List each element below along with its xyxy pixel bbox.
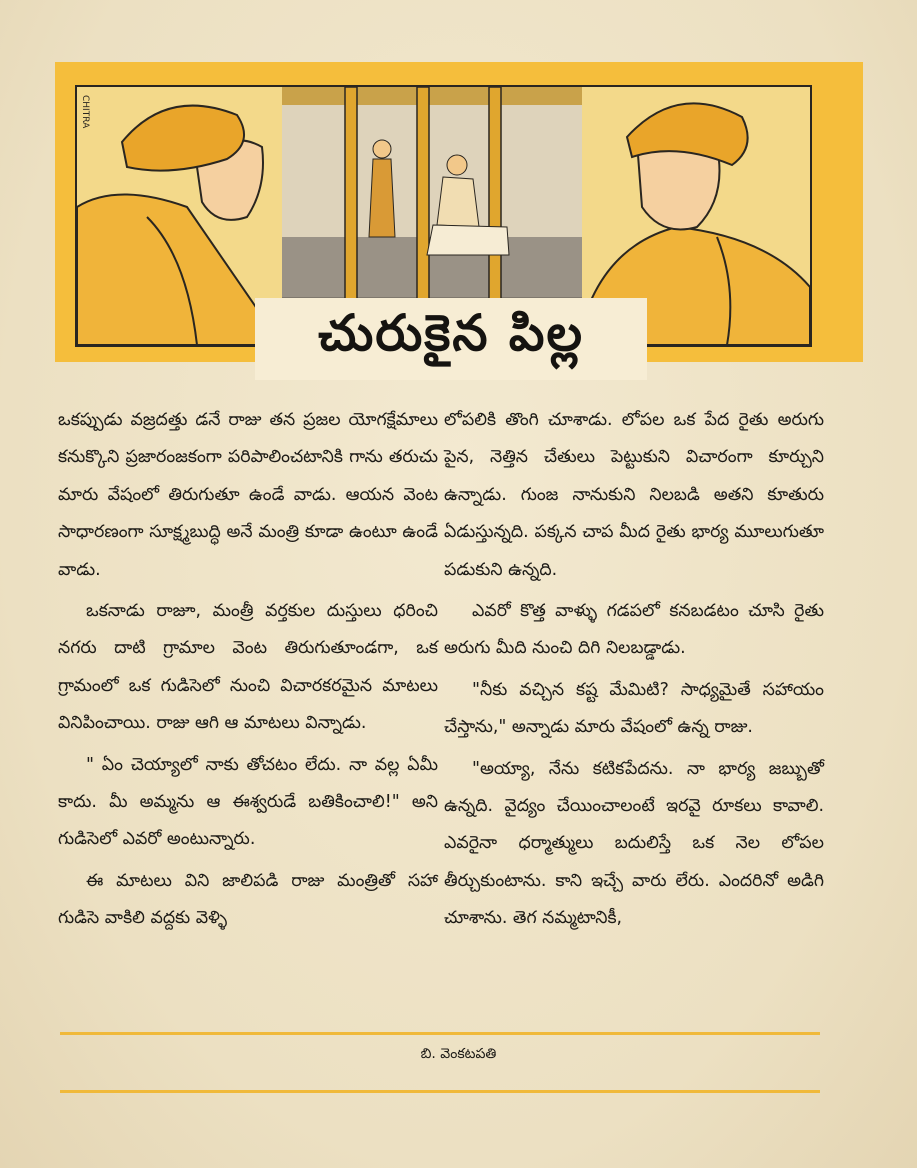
paragraph: ఈ మాటలు విని జాలిపడి రాజు మంత్రితో సహా గుడిసె వాకిలి వద్దకు వెళ్ళి xyxy=(58,870,438,929)
right-column xyxy=(444,402,824,938)
paragraph: ఒకనాడు రాజూ, మంత్రీ వర్తకుల దుస్తులు ధరించి నగరు దాటి గ్రామాల వెంట తిరుగుతూండగా, ఒక గ్రామంలో ఒక గుడిసెలో నుంచి విచారకరమైన మాటలు వినిపించాయి. రాజు ఆగి ఆ మాటలు విన్నాడు. xyxy=(58,601,438,734)
paragraph: ఒకప్పుడు వజ్రదత్తు డనే రాజు తన ప్రజల యోగక్షేమాలు కనుక్కొని ప్రజారంజకంగా పరిపాలించటానికి గాను తరుచు మారు వేషంలో తిరుగుతూ ఉండే వాడు. ఆయన వెంట సాధారణంగా సూక్ష్మబుద్ధి అనే మంత్రి కూడా ఉంటూ ఉండే వాడు. xyxy=(58,410,438,580)
paragraph: " ఏం చెయ్యాలో నాకు తోచటం లేదు. నా వల్ల ఏమీ కాదు. మీ అమ్మను ఆ ఈశ్వరుడే బతికించాలి!" అని గుడిసెలో ఎవరో అంటున్నారు. xyxy=(58,754,438,850)
paragraph: "అయ్యా, నేను కటికపేదను. నా భార్య జబ్బుతో ఉన్నది. వైద్యం చేయించాలంటే ఇరవై రూకలు కావాలి. ఎవరైనా ధర్మాత్ములు బదులిస్తే ఒక నెల లోపల తీర్చుకుంటాను. కాని ఇచ్చే వారు లేరు. ఎందరినో అడిగి చూశాను. తెగ నమ్మటానికీ, xyxy=(444,758,824,929)
paragraph: "నీకు వచ్చిన కష్ట మేమిటి? సాధ్యమైతే సహాయం చేస్తాను," అన్నాడు మారు వేషంలో ఉన్న రాజు. xyxy=(444,679,824,738)
author-name: బి. వెంకటపతి xyxy=(420,1046,497,1062)
title-box xyxy=(255,298,647,380)
left-column xyxy=(58,402,438,938)
divider-bottom xyxy=(60,1090,820,1093)
paragraph: లోపలికి తొంగి చూశాడు. లోపల ఒక పేద రైతు అరుగు పైన, నెత్తిన చేతులు పెట్టుకుని విచారంగా కూర్చుని ఉన్నాడు. గుంజ నానుకుని నిలబడి అతని కూతురు ఏడుస్తున్నది. పక్కన చాప మీద రైతు భార్య మూలుగుతూ పడుకుని ఉన్నది. xyxy=(444,410,824,580)
paragraph: ఎవరో కొత్త వాళ్ళు గడపలో కనబడటం చూసి రైతు అరుగు మీది నుంచి దిగి నిలబడ్డాడు. xyxy=(444,601,824,659)
artist-signature: CHITRA xyxy=(80,95,90,129)
divider-top xyxy=(60,1032,820,1035)
story-title: చురుకైన పిల్ల xyxy=(318,303,584,362)
